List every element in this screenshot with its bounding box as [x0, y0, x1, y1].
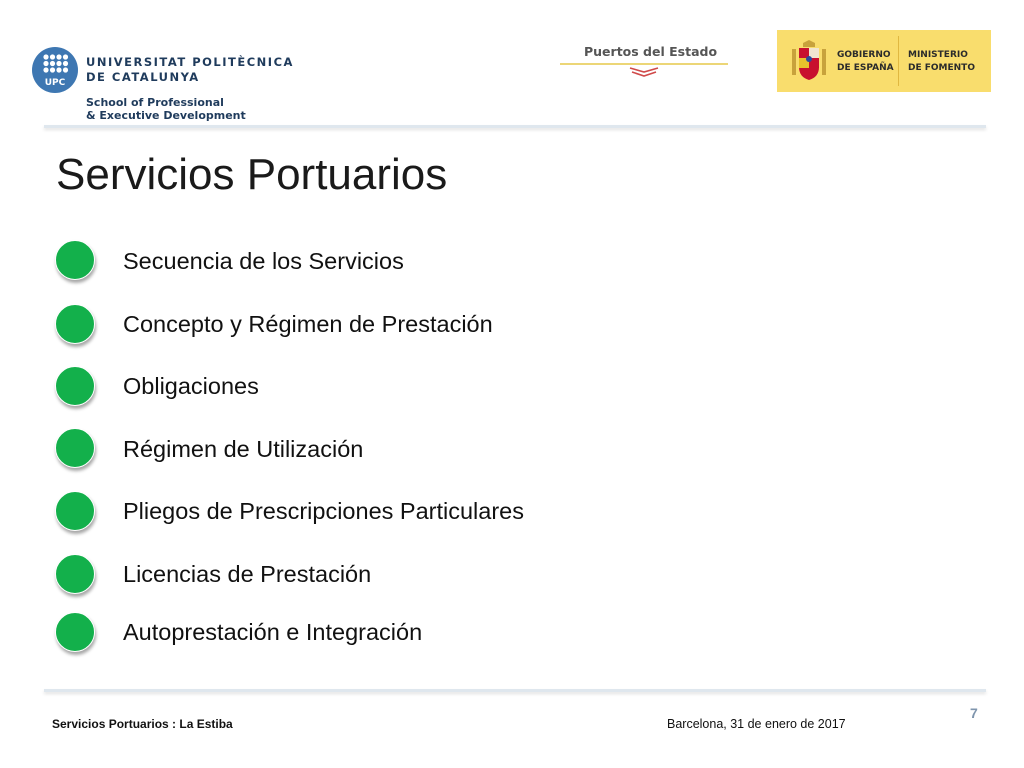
bullet-icon: [54, 427, 96, 469]
bullet-icon: [54, 490, 96, 532]
list-item-label: Secuencia de los Servicios: [123, 248, 404, 274]
list-item-label: Licencias de Prestación: [123, 561, 372, 587]
upc-school: [86, 96, 246, 122]
bullet-icon: [54, 303, 96, 345]
bullet-icon: [54, 239, 96, 281]
header-divider: [44, 125, 986, 128]
puertos-del-estado-logo: [560, 60, 728, 78]
list-item-label: Obligaciones: [123, 373, 259, 399]
gobierno-line1: GOBIERNO: [837, 50, 891, 60]
footer-date: Barcelona, 31 de enero de 2017: [667, 717, 846, 731]
ministerio-text: [908, 49, 975, 75]
bullet-icon: [54, 553, 96, 595]
gobierno-text: [837, 49, 894, 75]
list-item-label: Régimen de Utilización: [123, 436, 364, 462]
gobierno-espana-logo: [777, 30, 991, 92]
gobierno-line2: DE ESPAÑA: [837, 63, 894, 73]
upc-school-line1: School of Professional: [86, 96, 224, 109]
ministerio-line2: DE FOMENTO: [908, 63, 975, 73]
footer-divider: [44, 689, 986, 692]
upc-logo: [32, 47, 78, 93]
upc-name: [86, 55, 294, 85]
puertos-del-estado-name: Puertos del Estado: [584, 44, 718, 59]
bullet-icon: [54, 611, 96, 653]
footer-title: Servicios Portuarios : La Estiba: [52, 717, 233, 731]
gobierno-divider: [898, 36, 899, 86]
slide-title: Servicios Portuarios: [56, 150, 448, 199]
upc-name-line1: UNIVERSITAT POLITÈCNICA: [86, 55, 294, 69]
list-item-label: Pliegos de Prescripciones Particulares: [123, 498, 524, 524]
upc-name-line2: DE CATALUNYA: [86, 70, 200, 84]
upc-logo-text: UPC: [44, 78, 66, 88]
list-item-label: Concepto y Régimen de Prestación: [123, 311, 493, 337]
upc-school-line2: & Executive Development: [86, 109, 246, 122]
spain-coat-of-arms-icon: [789, 39, 829, 83]
page-number: 7: [970, 705, 978, 721]
bullet-icon: [54, 365, 96, 407]
list-item-label: Autoprestación e Integración: [123, 619, 423, 645]
ministerio-line1: MINISTERIO: [908, 50, 968, 60]
